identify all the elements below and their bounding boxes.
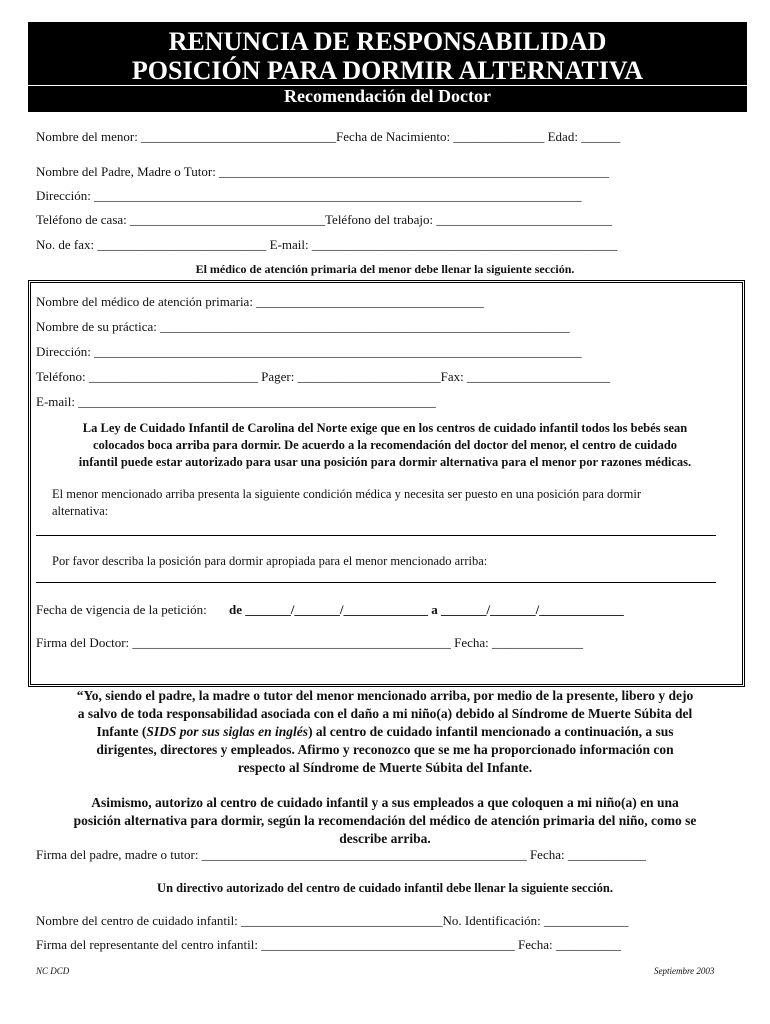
waiver-line-4: dirigentes, directores y empleados. Afirmo y reconozco que se me ha proporcionado información con xyxy=(96,742,674,757)
sids-note: SIDS por sus siglas en inglés xyxy=(146,724,309,739)
condition-text-line-1: El menor mencionado arriba presenta la siguiente condición médica y necesita ser puesto en una posición para dormir xyxy=(52,487,642,501)
law-text-line-1: La Ley de Cuidado Infantil de Carolina del Norte exige que en los centros de cuidado infantil todos los bebés sean xyxy=(82,421,688,435)
phone-fields[interactable]: Teléfono de casa: ______________________________Teléfono del trabajo: ___________________________ xyxy=(36,212,612,227)
subtitle: Recomendación del Doctor xyxy=(284,86,491,106)
doctor-name-field[interactable]: Nombre del médico de atención primaria: ___________________________________ xyxy=(36,294,484,309)
auth-line-2: posición alternativa para dormir, según la recomendación del médico de atención primaria del niño, como se xyxy=(73,813,697,828)
waiver-line-3-start: Infante ( xyxy=(96,724,147,739)
center-name-id-field[interactable]: Nombre del centro de cuidado infantil: _______________________________No. Identificación: _____________ xyxy=(36,913,629,928)
auth-line-1: Asimismo, autorizo al centro de cuidado infantil y a sus empleados a que coloquen a mi niño(a) en una xyxy=(91,795,679,810)
child-name-dob-age-field[interactable]: Nombre del menor: ______________________________Fecha de Nacimiento: ______________ Edad: ______ xyxy=(36,129,621,144)
doctor-email-field[interactable]: E-mail: _______________________________________________________ xyxy=(36,394,436,409)
center-instruction: Un directivo autorizado del centro de cuidado infantil debe llenar la siguiente sección. xyxy=(157,881,613,895)
condition-text-line-2: alternativa: xyxy=(52,504,109,518)
auth-line-3: describe arriba. xyxy=(339,831,431,846)
validity-label: Fecha de vigencia de la petición: xyxy=(36,602,207,617)
form-header xyxy=(28,22,747,112)
waiver-line-1: “Yo, siendo el padre, la madre o tutor del menor mencionado arriba, por medio de la presente, libero y dejo xyxy=(76,688,694,703)
doctor-instruction: El médico de atención primaria del menor debe llenar la siguiente sección. xyxy=(195,262,575,276)
validity-date-range-field[interactable] xyxy=(229,602,624,618)
doctor-signature-field[interactable]: Firma del Doctor: _________________________________________________ Fecha: ______________ xyxy=(36,635,584,650)
doctor-address-field[interactable]: Dirección: ___________________________________________________________________________ xyxy=(36,344,582,359)
center-rep-signature-field[interactable]: Firma del representante del centro infantil: _______________________________________ Fecha: __________ xyxy=(36,937,621,952)
law-text-line-3: infantil puede estar autorizado para usar una posición para dormir alternativa para el menor por razones médicas. xyxy=(78,455,692,469)
waiver-line-3 xyxy=(20,723,750,741)
waiver-line-2: a salvo de toda responsabilidad asociada con el daño a mi niño(a) debido al Síndrome de Muerte Súbita del xyxy=(77,706,693,721)
validity-date-range: de _______/_______/_____________ a _______/_______/_____________ xyxy=(229,602,624,617)
footer-agency: NC DCD xyxy=(36,966,70,976)
waiver-line-5: respecto al Síndrome de Muerte Súbita del Infante. xyxy=(237,760,533,775)
law-text-line-2: colocados boca arriba para dormir. De acuerdo a la recomendación del doctor del menor, el centro de cuidado xyxy=(92,438,678,452)
fax-email-fields[interactable]: No. de fax: __________________________ E-mail: _______________________________________________ xyxy=(36,237,618,252)
parent-signature-field[interactable]: Firma del padre, madre o tutor: __________________________________________________ Fecha: ____________ xyxy=(36,847,646,862)
title-line-2: POSICIÓN PARA DORMIR ALTERNATIVA xyxy=(131,56,644,85)
waiver-line-3-end: ) al centro de cuidado infantil mencionado a continuación, a sus xyxy=(308,724,674,739)
doctor-section-box xyxy=(28,280,745,687)
condition-answer-line[interactable] xyxy=(36,535,716,536)
doctor-phone-pager-fax-fields[interactable]: Teléfono: __________________________ Pager: ______________________Fax: ______________________ xyxy=(36,369,610,384)
practice-name-field[interactable]: Nombre de su práctica: _______________________________________________________________ xyxy=(36,319,570,334)
guardian-name-field[interactable]: Nombre del Padre, Madre o Tutor: ____________________________________________________________ xyxy=(36,164,610,179)
address-field[interactable]: Dirección: ___________________________________________________________________________ xyxy=(36,188,582,203)
position-answer-line[interactable] xyxy=(36,582,716,583)
describe-position-text: Por favor describa la posición para dormir apropiada para el menor mencionado arriba: xyxy=(52,554,488,568)
authorization-statement xyxy=(20,794,750,848)
waiver-statement xyxy=(20,687,750,777)
title-line-1: RENUNCIA DE RESPONSABILIDAD xyxy=(168,27,607,56)
footer-date: Septiembre 2003 xyxy=(654,966,715,976)
